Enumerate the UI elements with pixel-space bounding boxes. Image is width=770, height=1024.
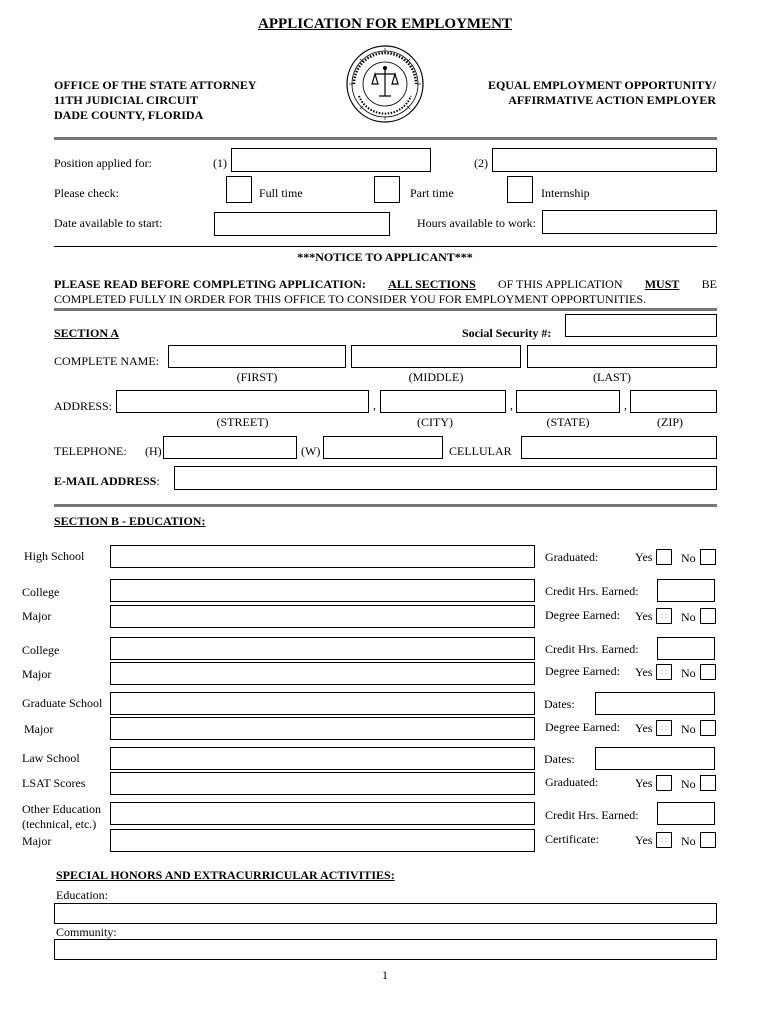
header-divider <box>54 137 717 140</box>
other-major-label: Major <box>22 834 52 848</box>
position-1-field[interactable] <box>231 148 431 172</box>
cellular-label: CELLULAR <box>449 444 512 458</box>
law-graduated-label: Graduated: <box>545 775 599 789</box>
section-a-title: SECTION A <box>54 326 120 340</box>
date-available-label: Date available to start: <box>54 216 163 230</box>
home-phone-marker: (H) <box>145 444 162 458</box>
address-comma-3: , <box>624 398 627 412</box>
state-attorney-seal-icon <box>345 44 425 124</box>
zip-field[interactable] <box>630 390 717 413</box>
honors-community-field[interactable] <box>54 939 717 960</box>
first-name-caption: (FIRST) <box>236 370 278 384</box>
part-time-label: Part time <box>410 186 454 200</box>
eeo-line-1: EQUAL EMPLOYMENT OPPORTUNITY/ <box>487 78 716 92</box>
please-check-label: Please check: <box>54 186 119 200</box>
honors-education-label: Education: <box>56 888 108 902</box>
law-no-label: No <box>681 777 696 791</box>
office-line-2: 11TH JUDICIAL CIRCUIT <box>54 93 199 107</box>
law-yes-checkbox[interactable] <box>656 775 672 791</box>
other-credit-field[interactable] <box>657 802 715 825</box>
middle-name-caption: (MIDDLE) <box>408 370 464 384</box>
hours-available-field[interactable] <box>542 210 717 234</box>
law-school-label: Law School <box>22 751 80 765</box>
position-2-field[interactable] <box>492 148 717 172</box>
honors-title: SPECIAL HONORS AND EXTRACURRICULAR ACTIVITIES: <box>56 868 395 882</box>
college-1-major-label: Major <box>22 609 52 623</box>
office-line-1: OFFICE OF THE STATE ATTORNEY <box>54 78 257 92</box>
other-education-line-1: Other Education <box>22 802 101 816</box>
other-education-label <box>22 802 101 832</box>
city-field[interactable] <box>380 390 506 413</box>
notice-line-1 <box>54 277 717 292</box>
ssn-label: Social Security #: <box>462 326 552 340</box>
certificate-no-checkbox[interactable] <box>700 832 716 848</box>
date-available-field[interactable] <box>214 212 390 236</box>
position-1-marker: (1) <box>213 156 227 170</box>
complete-name-label: COMPLETE NAME: <box>54 354 159 368</box>
college-2-field[interactable] <box>110 637 535 660</box>
middle-name-field[interactable] <box>351 345 521 368</box>
notice-all-sections: ALL SECTIONS <box>388 277 476 291</box>
last-name-caption: (LAST) <box>593 370 631 384</box>
law-yes-label: Yes <box>635 776 653 790</box>
college-1-major-field[interactable] <box>110 605 535 628</box>
high-school-field[interactable] <box>110 545 535 568</box>
law-dates-field[interactable] <box>595 747 715 770</box>
cellular-field[interactable] <box>521 436 717 459</box>
graduate-dates-field[interactable] <box>595 692 715 715</box>
notice-line-2: COMPLETED FULLY IN ORDER FOR THIS OFFICE TO CONSIDER YOU FOR EMPLOYMENT OPPORTUNITIES. <box>54 292 647 306</box>
college-2-credit-label: Credit Hrs. Earned: <box>545 642 639 656</box>
honors-community-label: Community: <box>56 925 117 939</box>
college-2-no-checkbox[interactable] <box>700 664 716 680</box>
notice-divider <box>54 308 717 311</box>
page-title: APPLICATION FOR EMPLOYMENT <box>258 16 512 32</box>
state-caption: (STATE) <box>546 415 590 429</box>
office-name <box>54 78 257 123</box>
eeo-statement <box>488 78 716 108</box>
other-credit-label: Credit Hrs. Earned: <box>545 808 639 822</box>
section-a-divider <box>54 504 717 507</box>
high-school-no-label: No <box>681 551 696 565</box>
street-field[interactable] <box>116 390 369 413</box>
notice-this-application: OF THIS APPLICATION <box>498 277 623 291</box>
city-caption: (CITY) <box>417 415 453 429</box>
college-2-label: College <box>22 643 60 657</box>
college-1-field[interactable] <box>110 579 535 602</box>
address-label: ADDRESS: <box>54 399 113 413</box>
honors-education-field[interactable] <box>54 903 717 924</box>
lsat-field[interactable] <box>110 772 535 795</box>
notice-read-text: PLEASE READ BEFORE COMPLETING APPLICATION: <box>54 277 366 291</box>
telephone-label: TELEPHONE: <box>54 444 127 458</box>
certificate-label: Certificate: <box>545 832 599 846</box>
college-1-no-label: No <box>681 610 696 624</box>
college-2-credit-field[interactable] <box>657 637 715 660</box>
home-phone-field[interactable] <box>163 436 297 459</box>
college-2-degree-label: Degree Earned: <box>545 664 620 678</box>
street-caption: (STREET) <box>216 415 269 429</box>
college-1-label: College <box>22 585 60 599</box>
address-comma-2: , <box>510 398 513 412</box>
email-label-text: E-MAIL ADDRESS <box>54 474 157 488</box>
last-name-field[interactable] <box>527 345 717 368</box>
internship-label: Internship <box>541 186 590 200</box>
other-education-field[interactable] <box>110 802 535 825</box>
graduate-no-label: No <box>681 722 696 736</box>
graduate-major-field[interactable] <box>110 717 535 740</box>
law-no-checkbox[interactable] <box>700 775 716 791</box>
email-label <box>54 474 160 489</box>
college-2-yes-label: Yes <box>635 665 653 679</box>
full-time-checkbox[interactable] <box>226 176 252 203</box>
ssn-field[interactable] <box>565 314 717 337</box>
graduate-school-field[interactable] <box>110 692 535 715</box>
lsat-label: LSAT Scores <box>22 776 86 790</box>
position-divider <box>54 246 717 247</box>
notice-be: BE <box>701 277 717 291</box>
certificate-yes-label: Yes <box>635 833 653 847</box>
college-2-major-label: Major <box>22 667 52 681</box>
law-school-field[interactable] <box>110 747 535 770</box>
graduate-degree-label: Degree Earned: <box>545 720 620 734</box>
part-time-checkbox[interactable] <box>374 176 400 203</box>
email-field[interactable] <box>174 466 717 490</box>
page-number: 1 <box>382 968 388 982</box>
college-1-yes-checkbox[interactable] <box>656 608 672 624</box>
position-2-marker: (2) <box>474 156 488 170</box>
graduate-yes-checkbox[interactable] <box>656 720 672 736</box>
work-phone-marker: (W) <box>301 444 321 458</box>
college-1-credit-label: Credit Hrs. Earned: <box>545 584 639 598</box>
graduate-school-label: Graduate School <box>22 696 103 710</box>
high-school-yes-checkbox[interactable] <box>656 549 672 565</box>
section-b-title: SECTION B - EDUCATION: <box>54 514 206 528</box>
high-school-no-checkbox[interactable] <box>700 549 716 565</box>
address-comma-1: , <box>373 398 376 412</box>
high-school-graduated-label: Graduated: <box>545 550 599 564</box>
other-major-field[interactable] <box>110 829 535 852</box>
other-education-line-2: (technical, etc.) <box>22 817 97 831</box>
internship-checkbox[interactable] <box>507 176 533 203</box>
first-name-field[interactable] <box>168 345 346 368</box>
notice-title: ***NOTICE TO APPLICANT*** <box>297 250 473 264</box>
college-1-degree-label: Degree Earned: <box>545 608 620 622</box>
eeo-line-2: AFFIRMATIVE ACTION EMPLOYER <box>508 93 716 107</box>
college-2-major-field[interactable] <box>110 662 535 685</box>
graduate-yes-label: Yes <box>635 721 653 735</box>
work-phone-field[interactable] <box>323 436 443 459</box>
certificate-yes-checkbox[interactable] <box>656 832 672 848</box>
high-school-yes-label: Yes <box>635 550 653 564</box>
college-1-credit-field[interactable] <box>657 579 715 602</box>
zip-caption: (ZIP) <box>657 415 683 429</box>
college-1-no-checkbox[interactable] <box>700 608 716 624</box>
law-dates-label: Dates: <box>544 752 575 766</box>
certificate-no-label: No <box>681 834 696 848</box>
graduate-dates-label: Dates: <box>544 697 575 711</box>
position-label: Position applied for: <box>54 156 152 170</box>
high-school-label: High School <box>24 549 85 563</box>
full-time-label: Full time <box>259 186 303 200</box>
notice-must: MUST <box>644 277 680 291</box>
office-line-3: DADE COUNTY, FLORIDA <box>54 108 204 122</box>
college-2-yes-checkbox[interactable] <box>656 664 672 680</box>
state-field[interactable] <box>516 390 620 413</box>
email-label-colon: : <box>156 474 160 488</box>
graduate-no-checkbox[interactable] <box>700 720 716 736</box>
hours-available-label: Hours available to work: <box>417 216 536 230</box>
college-1-yes-label: Yes <box>635 609 653 623</box>
college-2-no-label: No <box>681 666 696 680</box>
graduate-major-label: Major <box>24 722 54 736</box>
